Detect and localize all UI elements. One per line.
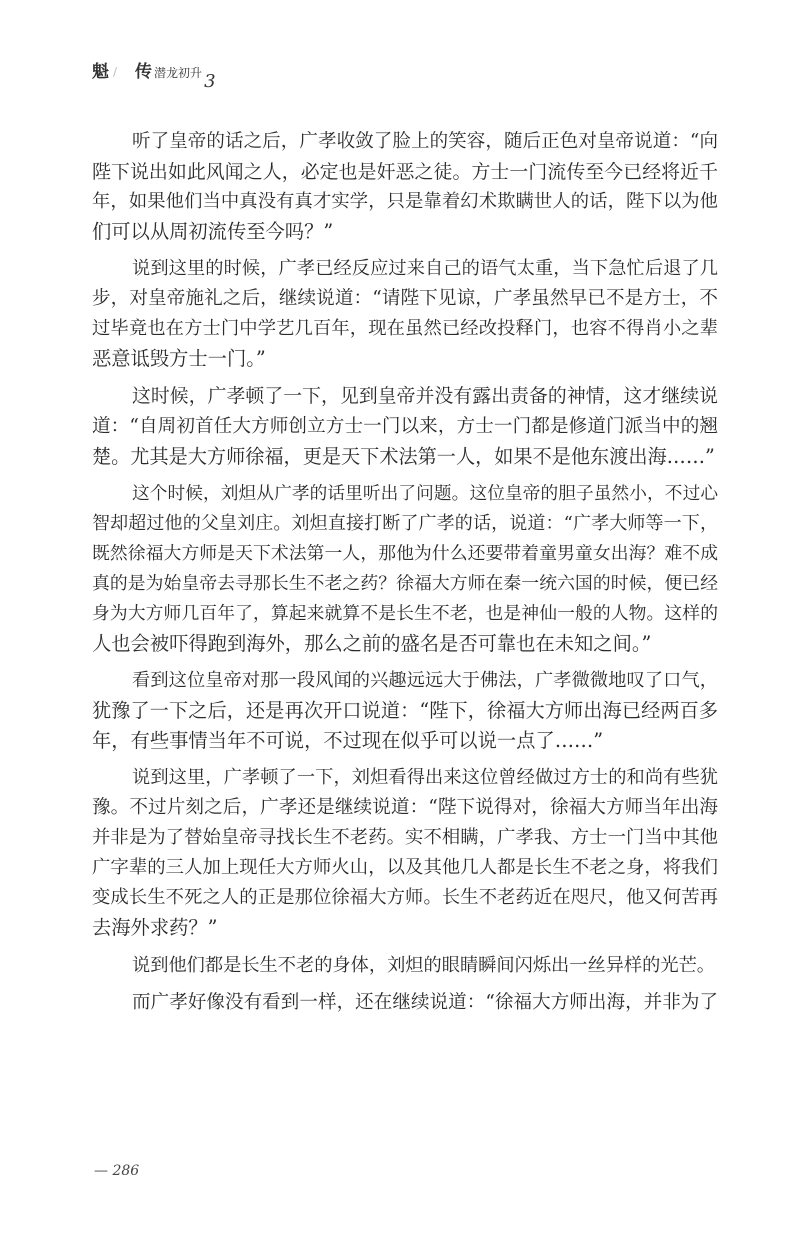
- text-line: 道：“自周初首任大方师创立方士一门以来，方士一门都是修道门派当中的翘: [92, 415, 718, 437]
- text-line: 既然徐福大方师是天下术法第一人，那他为什么还要带着童男童女出海？难不成: [92, 542, 718, 564]
- text-line: 去海外求药？”: [92, 916, 218, 940]
- text-line: 身为大方师几百年了，算起来就算不是长生不老，也是神仙一般的人物。这样的: [92, 602, 718, 624]
- text-line: 犹豫了一下之后，还是再次开口说道：“陛下，徐福大方师出海已经两百多: [92, 699, 718, 723]
- text-line: 说到这里的时候，广孝已经反应过来自己的语气太重，当下急忙后退了几: [132, 258, 718, 280]
- text-line: 广字辈的三人加上现任大方师火山，以及其他几人都是长生不老之身，将我们: [92, 857, 718, 879]
- text-line: 智却超过他的父皇刘庄。刘炟直接打断了广孝的话，说道：“广孝大师等一下，: [92, 512, 718, 534]
- text-line: 年，有些事情当年不可说，不过现在似乎可以说一点了……”: [92, 729, 604, 753]
- text-line: 而广孝好像没有看到一样，还在继续说道：“徐福大方师出海，并非为了: [132, 992, 718, 1014]
- text-line: 说到这里，广孝顿了一下，刘炟看得出来这位曾经做过方士的和尚有些犹: [132, 767, 718, 789]
- text-line: 这个时候，刘炟从广孝的话里听出了问题。这位皇帝的胆子虽然小，不过心: [132, 483, 718, 504]
- header-slash-decoration: /: [113, 65, 118, 79]
- header-title-char-1: 魁: [92, 62, 109, 82]
- text-line: 真的是为始皇帝去寻那长生不老之药？徐福大方师在秦一统六国的时候，便已经: [92, 572, 718, 594]
- header-subtitle: 潜龙初升: [154, 66, 203, 80]
- text-line: 豫。不过片刻之后，广孝还是继续说道：“陛下说得对，徐福大方师当年出海: [92, 797, 718, 819]
- text-line: 陛下说出如此风闻之人，必定也是奸恶之徒。方士一门流传至今已经将近千: [92, 161, 718, 183]
- header-title-char-2: 传: [135, 62, 153, 82]
- page-body-text: [92, 127, 718, 1018]
- text-line: 楚。尤其是大方师徐福，更是天下术法第一人，如果不是他东渡出海……”: [92, 444, 715, 468]
- text-line: 说到他们都是长生不老的身体，刘炟的眼睛瞬间闪烁出一丝异样的光芒。: [132, 954, 715, 976]
- text-line: 听了皇帝的话之后，广孝收敛了脸上的笑容，随后正色对皇帝说道：“向: [132, 131, 718, 152]
- text-line: 过毕竟也在方士门中学艺几百年，现在虽然已经改投释门，也容不得肖小之辈: [92, 318, 718, 340]
- text-line: 看到这位皇帝对那一段风闻的兴趣远远大于佛法，广孝微微地叹了口气，: [132, 670, 718, 692]
- text-line: 人也会被吓得跑到海外，那么之前的盛名是否可靠也在未知之间。”: [92, 631, 652, 655]
- page-number: — 286: [94, 1163, 140, 1179]
- text-line: 并非是为了替始皇帝寻找长生不老药。实不相瞒，广孝我、方士一门当中其他: [92, 827, 718, 849]
- running-header: [92, 48, 216, 92]
- text-line: 恶意诋毁方士一门。”: [92, 347, 266, 371]
- text-line: 们可以从周初流传至今吗？”: [92, 220, 334, 243]
- header-volume-number: 3: [204, 71, 216, 92]
- text-line: 变成长生不死之人的正是那位徐福大方师。长生不老药近在咫尺，他又何苦再: [92, 887, 718, 909]
- text-line: 这时候，广孝顿了一下，见到皇帝并没有露出责备的神情，这才继续说: [132, 385, 718, 407]
- text-line: 年，如果他们当中真没有真才实学，只是靠着幻术欺瞒世人的话，陛下以为他: [92, 191, 718, 212]
- text-line: 步，对皇帝施礼之后，继续说道：“请陛下见谅，广孝虽然早已不是方士，不: [92, 288, 718, 310]
